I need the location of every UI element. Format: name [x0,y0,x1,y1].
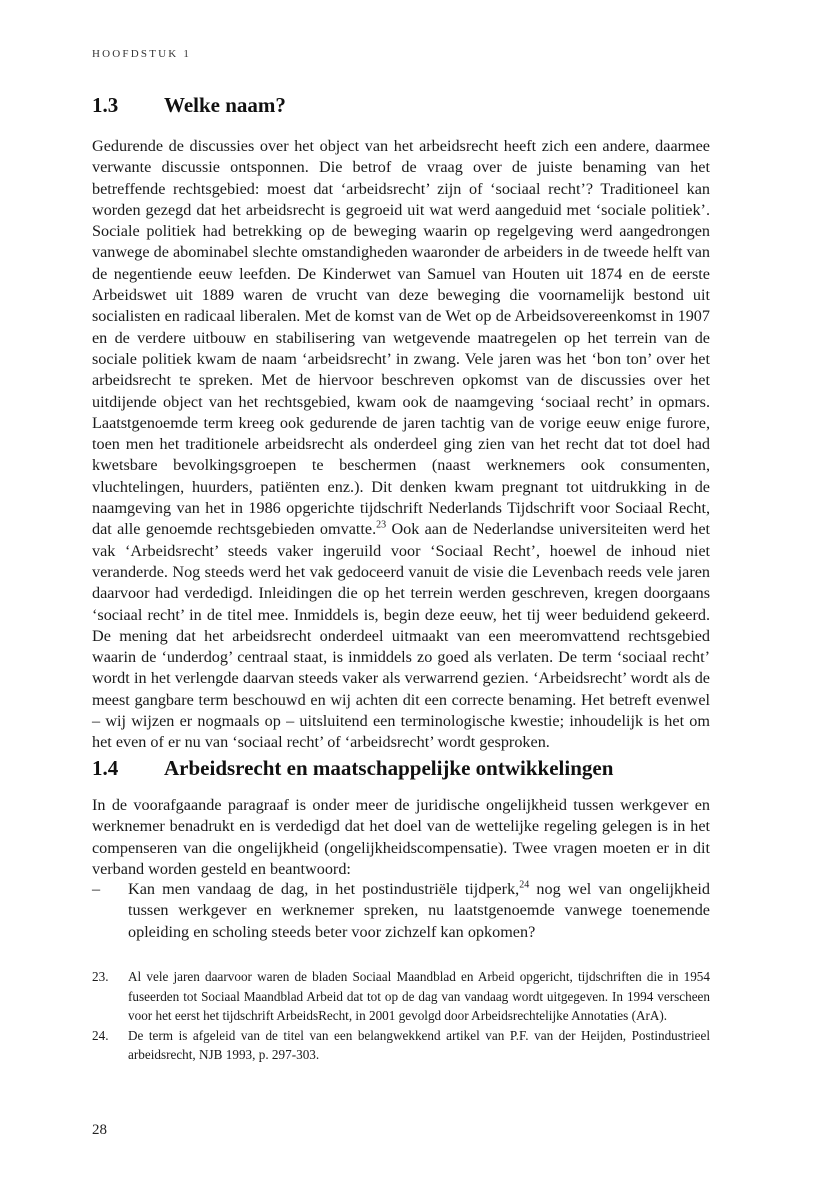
footnote-text: Al vele jaren daarvoor waren de bladen Sociaal Maandblad en Arbeid opgericht, tijdschriften die in 1954 fuseerden tot Sociaal Maandblad Arbeid dat tot op de dag van vandaag wordt uitgegeven. In 1994 verscheen voor het eerst het tijdschrift ArbeidsRecht, in 2001 gevolgd door Arbeidsrechtelijke Annotaties (ArA). [128,969,710,1023]
section-heading-1-4 [92,756,613,781]
running-head: HOOFDSTUK 1 [92,48,192,60]
footnote-23 [92,967,710,1026]
footnotes [92,967,710,1065]
section-number: 1.3 [92,93,119,117]
footnote-number: 24. [92,1027,109,1043]
footnote-number: 23. [92,969,109,984]
dash-bullet: – [92,880,101,898]
section-1-3-paragraph [92,136,710,754]
footnote-24 [92,1026,710,1065]
list-item-text-after: nog wel van ongelijkheid tussen werkgever en werknemer spreken, nu laatstgenoemde vanwege toenemende opleiding en scholing steeds beter voor zichzelf kan opkomen? [128,880,710,941]
list-item-text-before: Kan men vandaag de dag, in het postindustriële tijdperk, [128,880,520,898]
section-title: Arbeidsrecht en maatschappelijke ontwikkelingen [164,756,614,780]
dash-list-item [92,879,710,943]
footnote-reference-24: 24 [519,879,530,891]
page-number: 28 [92,1122,107,1138]
footnote-text: De term is afgeleid van de titel van een belangwekkend artikel van P.F. van der Heijden, Postindustrieel arbeidsrecht, NJB 1993, p. 297-303. [128,1027,710,1062]
section-title: Welke naam? [164,93,286,117]
footnote-reference-23: 23 [376,519,387,531]
list-item-text [128,879,710,943]
paragraph-text: Gedurende de discussies over het object van het arbeidsrecht heeft zich een andere, daarmee verwante discussie ontsponnen. Die betrof de vraag over de juiste benaming van het betreffende rechtsgebied: moest dat ‘arbeidsrecht’ zijn of ‘sociaal recht’? Traditioneel kan worden gezegd dat het arbeidsrecht is gegroeid uit wat werd aangeduid met ‘sociale politiek’. Sociale politiek had betrekking op de beweging waarin op regelgeving werd aangedrongen vanwege de abominabel slechte omstandigheden waaronder de arbeiders in de tweede helft van de negentiende eeuw leefden. De Kinderwet van Samuel van Houten uit 1874 en de eerste Arbeidswet uit 1889 waren de vrucht van deze beweging die voornamelijk bestond uit socialisten en radicaal liberalen. Met de komst van de Wet op de Arbeidsovereenkomst in 1907 en de verdere uitbouw en stabilisering van wetgevende maatregelen op het terrein van de sociale politiek kwam de naam ‘arbeidsrecht’ in zwang. Vele jaren was het ‘bon ton’ over het arbeidsrecht te spreken. Met de hiervoor beschreven opkomst van de discussies over het uitdijende object van het rechtsgebied, kwam ook de naamgeving ‘sociaal recht’ in opmars. Laatstgenoemde term kreeg ook gedurende de jaren tachtig van de vorige eeuw enige furore, toen men het traditionele arbeidsrecht als onderdeel ging zien van het recht dat tot doel had kwetsbare bevolkingsgroepen te beschermen (naast werknemers ook consumenten, vluchtelingen, huurders, patiënten enz.). Dit denken kwam pregnant tot uitdrukking in de naamgeving van het in 1986 opgerichte tijdschrift Nederlands Tijdschrift voor Sociaal Recht, dat alle genoemde rechtsgebieden omvatte. [92,137,710,539]
section-number: 1.4 [92,756,119,780]
section-1-4-paragraph: In de voorafgaande paragraaf is onder meer de juridische ongelijkheid tussen werkgever en werknemer benadrukt en is verdedigd dat het doel van de wettelijke regeling gelegen is in het compenseren van die ongelijkheid (ongelijkheidscompensatie). Twee vragen moeten er in dit verband worden gesteld en beantwoord: [92,796,710,878]
paragraph-text-continued: Ook aan de Nederlandse universiteiten werd het vak ‘Arbeidsrecht’ steeds vaker ingeruild voor ‘Sociaal Recht’, hoewel de inhoud niet veranderde. Nog steeds werd het vak gedoceerd vanuit de visie die Levenbach reeds vele jaren daarvoor had verdedigd. Inleidingen die op het terrein werden geschreven, kregen doorgaans ‘sociaal recht’ in de titel mee. Inmiddels is, begin deze eeuw, het tij weer beduidend gekeerd. De mening dat het arbeidsrecht onderdeel uitmaakt van een meeromvattend rechtsgebied waarin de ‘underdog’ centraal staat, is inmiddels zo goed als verlaten. De term ‘sociaal recht’ wordt in het verlengde daarvan steeds vaker als verwarrend gezien. ‘Arbeidsrecht’ wordt als de meest gangbare term beschouwd en wij achten dit een correcte benaming. Het betreft evenwel – wij wijzen er nogmaals op – uitsluitend een terminologische kwestie; inhoudelijk is het om het even of er nu van ‘sociaal recht’ of ‘arbeidsrecht’ wordt gesproken. [92,520,710,752]
section-heading-1-3 [92,93,286,118]
